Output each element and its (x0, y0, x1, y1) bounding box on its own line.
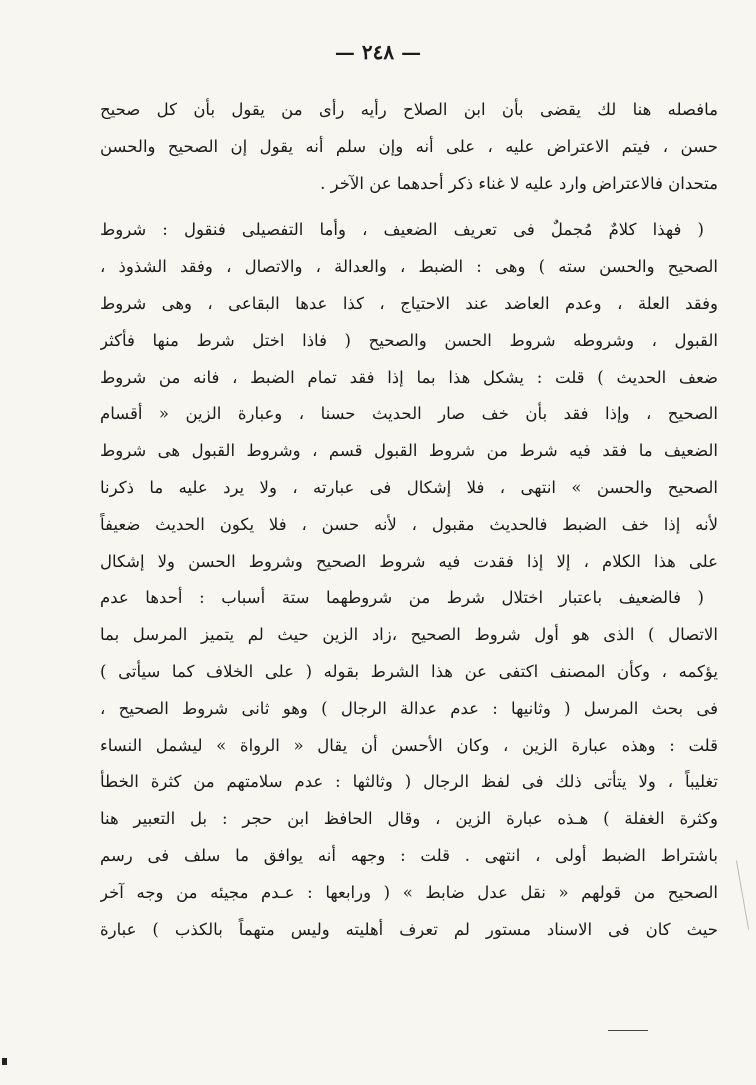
page-number: — ٢٤٨ — (334, 40, 422, 64)
text-line: ضعف الحديث ) قلت : يشكل هذا بما إذا فقد تمام الضبط ، فانه من شروط (100, 367, 718, 387)
text-line: الاتصال ) الذى هو أول شروط الصحيح ،زاد الزين حيث لم يتميز المرسل بما (100, 625, 718, 645)
text-line: ( فالضعيف باعتبار اختلال شرط من شروطهما ستة أسباب : أحدها عدم (100, 588, 704, 608)
paragraph-gap (100, 202, 718, 212)
text-line: الصحيح من قولهم « نقل عدل ضابط » ( ورابعها : عـدم مجيئه من وجه آخر (100, 882, 718, 902)
text-line: الصحيح ، وإذا فقد بأن خف صار الحديث حسنا ، وعبارة الزين « أقسام (100, 404, 718, 424)
text-line: قلت : وهذه عبارة الزين ، وكان الأحسن أن يقال « الرواة » ليشمل النساء (100, 735, 718, 755)
text-line: وكثرة الغفلة ) هـذه عبارة الزين ، وقال الحافظ ابن حجر : بل التعبير هنا (100, 809, 718, 829)
text-line: يؤكمه ، وكأن المصنف اكتفى عن هذا الشرط بقوله ( على الخلاف كما سيأتى ) (100, 661, 718, 681)
text-line: لأنه إذا خف الضبط فالحديث مقبول ، لأنه حسن ، فلا يكون الحديث ضعيفاً (100, 514, 718, 534)
text-line: على هذا الكلام ، إلا إذا فقدت فيه شروط الصحيح وشروط الحسن ولا إشكال (100, 551, 718, 571)
text-line: الصحيح والحسن » انتهى ، فلا إشكال فى عبارته ، ولا يرد عليه ما ذكرنا (100, 477, 718, 497)
scan-artifact-mark (2, 1058, 7, 1065)
text-line: باشتراط الضبط أولى ، انتهى . قلت : وجهه أنه يوافق ما سلف فى رسم (100, 845, 718, 865)
text-line: حيث كان فى الاسناد مستور لم تعرف أهليته وليس متهماً بالكذب ) عبارة (100, 919, 718, 939)
text-line: الضعيف ما فقد فيه شرط من شروط القبول قسم ، وشروط القبول هى شروط (100, 441, 718, 461)
text-line: وفقد العلة ، وعدم العاضد عند الاحتياج ، كذا عدها البقاعى ، وهى شروط (100, 293, 718, 313)
text-line: فى بحث المرسل ( وثانيها : عدم عدالة الرجال ) وهو ثانى شروط الصحيح ، (100, 698, 718, 718)
text-line: مافصله هنا لك يقضى بأن ابن الصلاح رأيه رأى من يقول بأن كل صحيح (100, 100, 718, 119)
page-text (100, 92, 718, 948)
text-line: الصحيح والحسن سته ) وهى : الضبط ، والعدالة ، والاتصال ، وفقد الشذوذ ، (100, 257, 718, 277)
footnote-rule (608, 1030, 648, 1031)
text-line: متحدان فالاعتراض وارد عليه لا غناء ذكر أحدهما عن الآخر . (320, 173, 718, 193)
text-line: حسن ، فيتم الاعتراض عليه ، على أنه وإن سلم أنه يقول إن الصحيح والحسن (100, 136, 718, 156)
text-line: القبول ، وشروطه شروط الحسن والصحيح ( فاذا اختل شرط منها فأكثر (100, 330, 718, 350)
scan-artifact-line (736, 860, 749, 929)
text-line: ( فهذا كلامٌ مُجملٌ فى تعريف الضعيف ، وأما التفصيلى فنقول : شروط (100, 220, 704, 240)
text-line: تغليباً ، ولا يتأتى ذلك فى لفظ الرجال ( وثالثها : عدم سلامتهم من كثرة الخطأ (100, 772, 718, 792)
